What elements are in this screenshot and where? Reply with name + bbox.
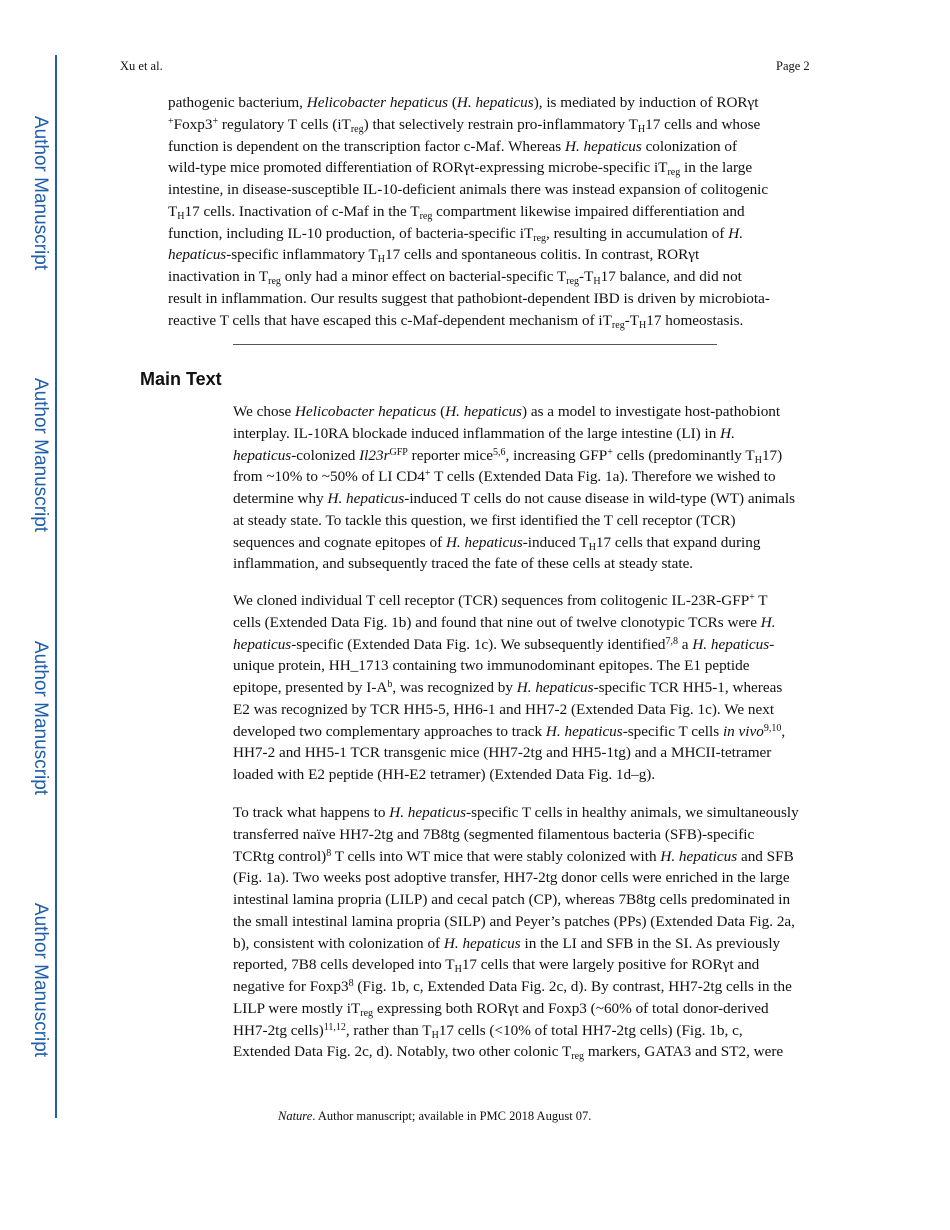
text-run: , [781,722,786,740]
text-line [233,488,795,510]
text-run: the small intestinal lamina propria (SILP) and Peyer’s patches (PPs) (Extended Data Fig. 2a, [233,912,795,930]
footer [278,1109,591,1124]
text-run: 17) [761,446,783,464]
text-run: in vivo [722,722,764,740]
section-divider [233,344,717,345]
text-run: ), is mediated by induction of RORγt [533,94,759,111]
author-manuscript-text: Author Manuscript [30,377,51,533]
text-run: , rather than T [345,1021,432,1039]
text-run: H [177,210,185,222]
text-run: intestinal lamina propria (LILP) and cecal patch (CP), whereas 7B8tg cells predominated in [233,891,791,908]
text-run: Helicobacter hepaticus [306,94,449,111]
text-line [233,802,799,824]
text-run: H. hepaticus [545,722,623,740]
text-run: reg [611,319,625,331]
text-run: markers, GATA3 and ST2, were [584,1043,784,1061]
text-run: and SFB [737,847,794,865]
text-run: , resulting in accumulation of [546,224,729,242]
text-line [233,1020,799,1042]
text-run: -T [624,311,640,329]
text-run: T cells into WT mice that were stably colonized with [331,847,661,865]
body-paragraph [233,802,799,1063]
text-run: (Fig. 1b, c, Extended Data Fig. 2c, d). By contrast, HH7-2tg cells in the [353,978,792,995]
text-run: intestine, in disease-susceptible IL-10-deficient animals there was instead expansion of colitogenic [168,181,769,198]
text-run: 8 [326,847,332,859]
text-run: H. [728,224,743,242]
text-line [168,223,770,245]
text-run: wild-type mice promoted differentiation of RORγt-expressing microbe-specific iT [168,159,668,177]
text-line [233,677,785,699]
author-manuscript-text: Author Manuscript [30,902,51,1058]
text-run: GFP [389,446,408,458]
text-run: pathogenic bacterium, [168,94,307,111]
text-line [168,136,770,158]
text-run: loaded with E2 peptide (HH-E2 tetramer) (Extended Data Fig. 1d–g). [233,766,656,783]
text-run: reg [268,276,281,287]
text-run: unique protein, HH_1713 containing two immunodominant epitopes. The E1 peptide [233,657,750,675]
text-run: 17 cells. Inactivation of c-Maf in the T [184,202,420,220]
text-run: ( [448,94,457,111]
text-run: TCRtg control) [233,847,327,865]
text-run: a [678,635,693,653]
text-run: H. hepaticus [692,635,770,653]
text-run: compartment likewise impaired differentiation and [432,202,745,220]
text-run: We chose [233,403,296,420]
text-run: determine why [233,490,328,507]
text-line [233,590,785,612]
text-run: expressing both RORγt and Foxp3 (~60% of total donor-derived [373,999,769,1017]
text-run: Helicobacter hepaticus [295,403,437,420]
text-run: result in inflammation. Our results suggest that pathobiont-dependent IBD is driven by microbiota- [168,289,770,307]
text-run: Extended Data Fig. 2c, d). Notably, two other colonic T [233,1043,572,1061]
text-run: reactive T cells that have escaped this c-Maf-dependent mechanism of iT [168,311,612,329]
text-line [168,310,770,332]
text-run: function is dependent on the transcription factor c-Maf. Whereas [168,137,565,155]
text-run: H. hepaticus [327,490,405,507]
journal-name: Nature [278,1109,313,1123]
text-run: reg [571,1051,585,1063]
margin-rule [55,55,57,1118]
text-run: ) that selectively restrain pro-inflammatory T [363,115,638,133]
text-run: LILP were mostly iT [233,999,361,1017]
section-heading: Main Text [140,369,222,389]
text-run: in the LI and SFB in the SI. As previously [520,934,781,952]
text-line [233,699,785,721]
text-line [233,911,799,933]
text-run: H. hepaticus [516,679,594,696]
text-run: - [769,635,775,653]
text-run: interplay. IL-10RA blockade induced inflammation of the large intestine (LI) in [233,424,721,442]
text-line [233,889,799,911]
text-run: reporter mice [407,446,494,464]
text-run: Il23r [359,446,390,464]
text-run: H. [720,424,735,442]
text-line [233,445,795,467]
text-run: -colonized [291,446,360,464]
text-run: transferred naïve HH7-2tg and 7B8tg (segmented filamentous bacteria (SFB)-specific [233,825,755,843]
text-line [168,114,770,136]
text-run: T [754,592,768,609]
text-run: regulatory T cells (iT [218,115,351,133]
text-run: H [639,319,647,331]
text-run: H [754,454,762,466]
text-run: 17 cells that expand during [595,533,761,551]
text-run: ( [436,403,446,420]
text-run: negative for Foxp3 [233,978,349,995]
text-run: 17 cells and whose [645,115,761,133]
text-run: -induced T [522,533,589,551]
text-run: 17 homeostasis. [646,311,744,329]
abstract-paragraph [168,92,770,331]
text-run: reg [350,123,364,135]
text-run: function, including IL-10 production, of bacteria-specific iT [168,224,534,242]
text-run: H [593,276,601,287]
text-run: T cells (Extended Data Fig. 1a). Therefore we wished to [430,468,776,486]
text-run: H. [760,613,776,631]
text-run: hepaticus [233,635,292,653]
text-line [168,201,770,223]
text-line [233,655,785,677]
text-run: + [168,115,174,127]
text-run: H [454,964,462,976]
text-run: inflammation, and subsequently traced the fate of these cells at steady state. [233,555,694,573]
text-run: To track what happens to [233,804,390,821]
text-run: 5,6 [493,446,506,458]
text-run: 17 cells that were largely positive for RORγt and [461,956,760,974]
page-number: Page 2 [776,59,810,73]
text-run: b), consistent with colonization of [233,934,444,952]
text-run: -specific T cells [622,722,723,740]
text-run: 7,8 [665,635,678,647]
text-line [233,954,799,976]
text-line [233,764,785,786]
text-line [168,179,770,201]
text-run: hepaticus [168,246,227,264]
text-run: HH7-2tg cells) [233,1021,324,1039]
text-line [168,157,770,179]
text-run: H [637,123,646,135]
text-line [168,288,770,310]
text-run: 17 cells and spontaneous colitis. In contrast, RORγt [385,246,700,264]
text-line [233,998,799,1020]
text-line [233,976,799,998]
text-line [233,1041,799,1063]
text-run: reg [360,1007,374,1019]
text-run: 8 [348,978,354,989]
text-line [168,266,770,288]
text-run: H. hepaticus [445,533,523,551]
text-line [233,933,799,955]
text-run: sequences and cognate epitopes of [233,533,446,551]
text-run: from ~10% to ~50% of LI CD4 [233,468,425,486]
text-line [233,401,795,423]
text-run: H. hepaticus [456,94,534,111]
text-run: in the large [680,159,753,177]
text-run: cells (Extended Data Fig. 1b) and found that nine out of twelve clonotypic TCRs were [233,613,761,631]
text-run: developed two complementary approaches to track [233,722,546,740]
text-run: H [377,254,385,266]
text-run: cells (predominantly T [612,446,755,464]
text-line [233,553,795,575]
text-run: + [607,446,613,458]
text-run: H. hepaticus [445,403,522,420]
footer-text: . Author manuscript; available in PMC 2018 August 07. [312,1109,592,1123]
body-paragraph [233,401,795,575]
text-run: b [387,679,393,690]
text-run: reg [533,232,547,244]
text-run: 9,10 [763,722,782,734]
text-line [233,742,785,764]
text-run: H. hepaticus [443,934,521,952]
text-run: (Fig. 1a). Two weeks post adoptive transfer, HH7-2tg donor cells were enriched in the large [233,869,790,887]
text-run: 11,12 [323,1021,346,1033]
text-run: Foxp3 [173,115,213,133]
text-run: -specific (Extended Data Fig. 1c). We subsequently identified [291,635,666,653]
text-run: reported, 7B8 cells developed into T [233,956,455,974]
text-run: inactivation in T [168,268,269,285]
text-run: + [424,468,431,480]
text-line [168,244,770,266]
body-paragraph [233,590,785,786]
text-run: HH7-2 and HH5-1 TCR transgenic mice (HH7-2tg and HH5-1tg) and a MHCII-tetramer [233,744,772,762]
text-line [233,466,795,488]
author-manuscript-text: Author Manuscript [30,640,51,796]
text-run: H. hepaticus [389,804,467,821]
text-line [233,423,795,445]
text-run: H. hepaticus [660,847,738,865]
text-run: 17 balance, and did not [600,268,742,285]
text-run: colonization of [641,137,738,155]
text-run: T [168,202,178,220]
text-run: -specific T cells in healthy animals, we simultaneously [466,804,799,821]
text-run: H. hepaticus [564,137,642,155]
text-run: + [212,115,219,127]
text-run: hepaticus [233,446,292,464]
text-line [233,532,795,554]
text-line [233,634,785,656]
text-run: -T [579,268,594,285]
text-line [233,824,799,846]
text-line [233,510,795,532]
author-manuscript-text: Author Manuscript [30,115,51,271]
text-run: -induced T cells do not cause disease in wild-type (WT) animals [404,490,796,507]
text-run: -specific TCR HH5-1, whereas [593,679,783,696]
text-run: E2 was recognized by TCR HH5-5, HH6-1 and HH7-2 (Extended Data Fig. 1c). We next [233,700,775,718]
text-run: reg [419,210,433,222]
text-run: reg [566,276,580,287]
text-run: We cloned individual T cell receptor (TCR) sequences from colitogenic IL-23R-GFP [233,592,750,609]
text-run: ) as a model to investigate host-pathobiont [521,403,781,420]
text-run: reg [667,167,681,179]
text-line [233,721,785,743]
text-line [168,92,770,114]
text-run: -specific inflammatory T [226,246,378,264]
text-run: , was recognized by [392,679,517,696]
text-line [233,867,799,889]
running-header-authors: Xu et al. [120,59,163,73]
text-run: H [588,541,596,553]
text-run: 17 cells (<10% of total HH7-2tg cells) (Fig. 1b, c, [438,1021,743,1039]
text-run: at steady state. To tackle this question, we first identified the T cell receptor (TCR) [233,511,736,529]
text-run: , increasing GFP [505,446,608,464]
text-line [233,846,799,868]
text-run: epitope, presented by I-A [233,679,388,696]
text-run: only had a minor effect on bacterial-specific T [280,268,567,285]
text-line [233,612,785,634]
text-run: H [431,1029,439,1041]
text-run: + [749,592,755,603]
